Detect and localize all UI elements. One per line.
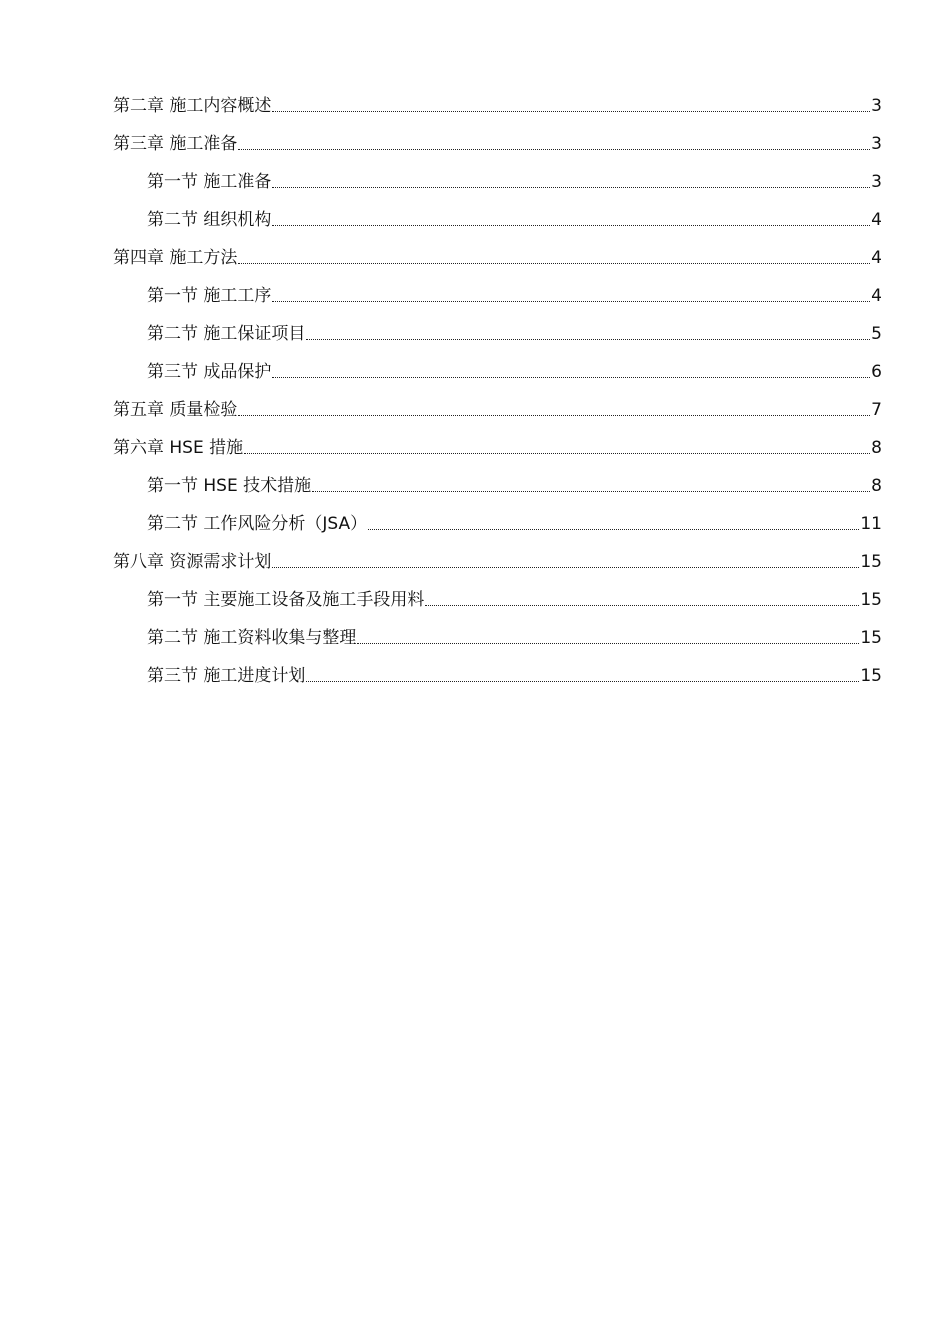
toc-dot-leader — [306, 339, 870, 340]
toc-dot-leader — [272, 111, 870, 112]
toc-entry[interactable] — [113, 619, 882, 657]
toc-entry[interactable] — [113, 239, 882, 277]
toc-entry-page: 15 — [860, 666, 882, 686]
toc-entry[interactable] — [113, 277, 882, 315]
toc-entry-title: 第一节 施工准备 — [147, 172, 272, 192]
toc-entry-title: 第二节 施工保证项目 — [147, 324, 306, 344]
toc-dot-leader — [272, 377, 870, 378]
toc-entry-page: 7 — [871, 400, 882, 420]
toc-dot-leader — [272, 567, 859, 568]
toc-entry-title: 第二节 工作风险分析（JSA） — [147, 514, 368, 534]
toc-entry-page: 3 — [871, 172, 882, 192]
toc-entry-page: 4 — [871, 248, 882, 268]
toc-entry[interactable] — [113, 505, 882, 543]
toc-entry-page: 15 — [860, 552, 882, 572]
toc-entry[interactable] — [113, 201, 882, 239]
toc-dot-leader — [312, 491, 870, 492]
toc-dot-leader — [244, 453, 870, 454]
toc-entry[interactable] — [113, 391, 882, 429]
toc-entry-title: 第三章 施工准备 — [113, 134, 238, 154]
toc-entry-title: 第五章 质量检验 — [113, 400, 238, 420]
toc-entry-page: 4 — [871, 210, 882, 230]
toc-entry-page: 3 — [871, 134, 882, 154]
toc-entry[interactable] — [113, 543, 882, 581]
toc-entry-page: 8 — [871, 476, 882, 496]
toc-entry-title: 第八章 资源需求计划 — [113, 552, 272, 572]
toc-entry[interactable] — [113, 429, 882, 467]
toc-dot-leader — [238, 149, 870, 150]
toc-entry[interactable] — [113, 87, 882, 125]
toc-entry-title: 第一节 主要施工设备及施工手段用料 — [147, 590, 425, 610]
toc-entry-title: 第一节 HSE 技术措施 — [147, 476, 312, 496]
toc-entry-page: 6 — [871, 362, 882, 382]
toc-entry-page: 4 — [871, 286, 882, 306]
toc-entry-page: 15 — [860, 590, 882, 610]
table-of-contents — [113, 87, 882, 695]
toc-dot-leader — [238, 415, 870, 416]
toc-entry-page: 15 — [860, 628, 882, 648]
toc-entry[interactable] — [113, 581, 882, 619]
toc-entry-title: 第四章 施工方法 — [113, 248, 238, 268]
toc-entry-title: 第三节 施工进度计划 — [147, 666, 306, 686]
toc-dot-leader — [368, 529, 859, 530]
toc-entry-title: 第二章 施工内容概述 — [113, 96, 272, 116]
toc-dot-leader — [238, 263, 870, 264]
toc-entry-title: 第二节 组织机构 — [147, 210, 272, 230]
toc-dot-leader — [272, 301, 870, 302]
toc-entry[interactable] — [113, 657, 882, 695]
toc-entry-page: 5 — [871, 324, 882, 344]
toc-entry-page: 3 — [871, 96, 882, 116]
toc-entry[interactable] — [113, 163, 882, 201]
toc-entry-title: 第三节 成品保护 — [147, 362, 272, 382]
toc-dot-leader — [357, 643, 859, 644]
toc-entry-page: 11 — [860, 514, 882, 534]
toc-entry[interactable] — [113, 315, 882, 353]
toc-entry[interactable] — [113, 467, 882, 505]
toc-entry-title: 第一节 施工工序 — [147, 286, 272, 306]
toc-dot-leader — [272, 187, 870, 188]
toc-entry-title: 第二节 施工资料收集与整理 — [147, 628, 357, 648]
toc-entry[interactable] — [113, 353, 882, 391]
toc-entry[interactable] — [113, 125, 882, 163]
toc-entry-page: 8 — [871, 438, 882, 458]
toc-dot-leader — [306, 681, 859, 682]
toc-dot-leader — [425, 605, 859, 606]
toc-dot-leader — [272, 225, 870, 226]
toc-entry-title: 第六章 HSE 措施 — [113, 438, 244, 458]
